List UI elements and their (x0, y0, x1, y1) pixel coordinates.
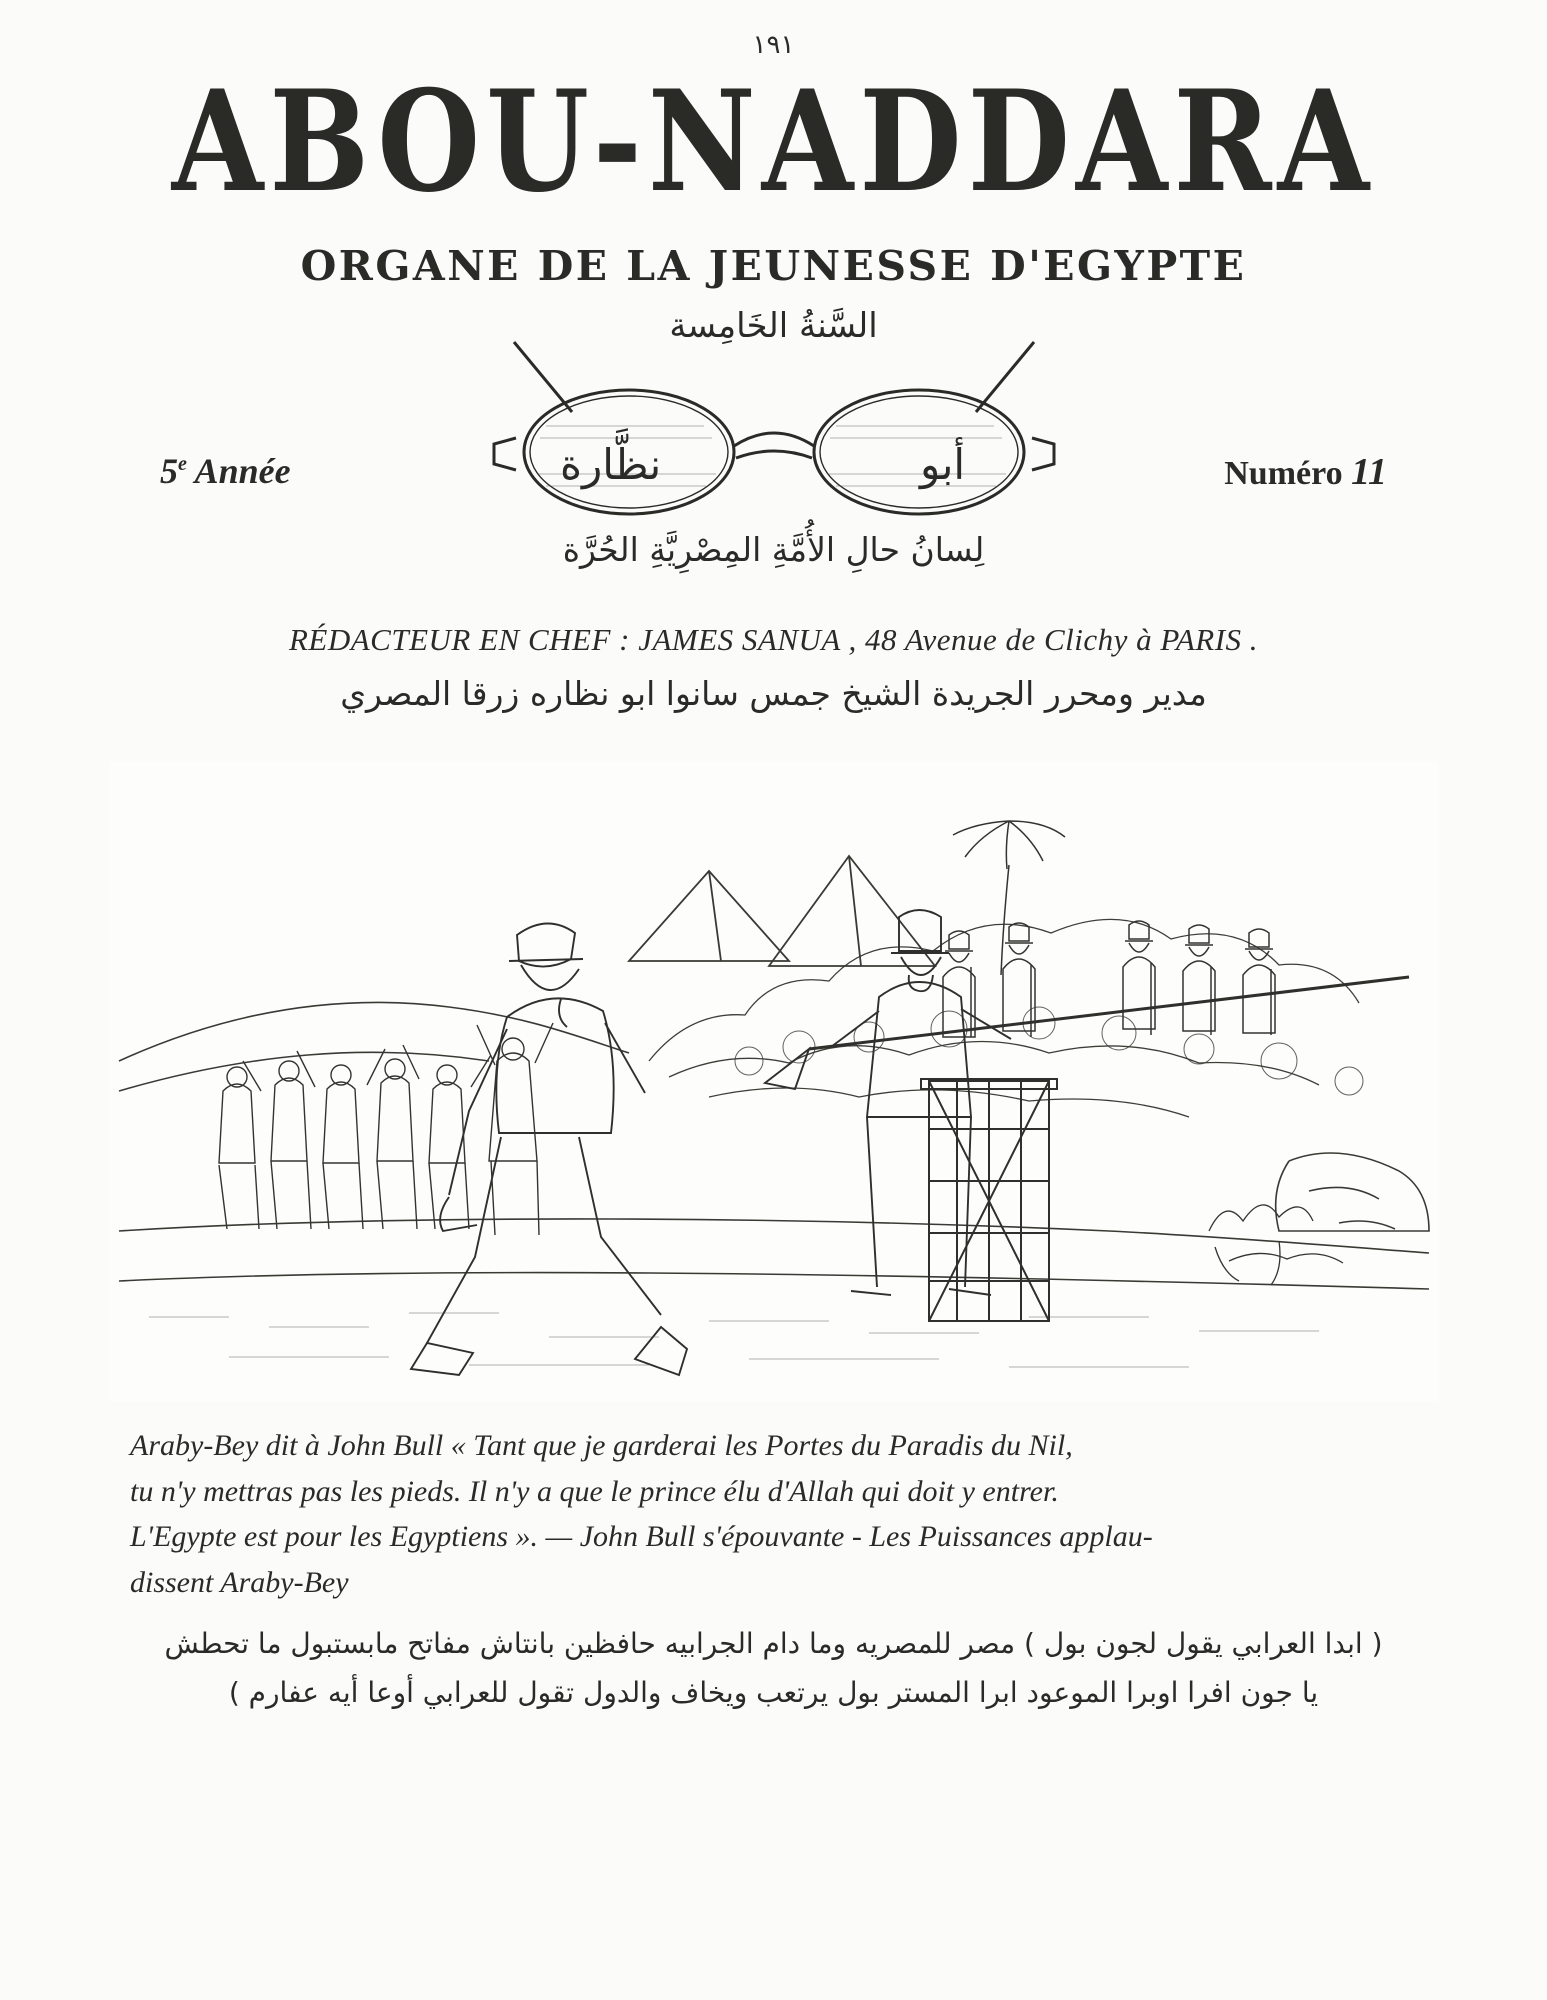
issue-word: Numéro (1224, 455, 1352, 492)
arabic-caption-line: ( ابدا العرابي يقول لجون بول ) مصر للمصريه وما دام الجرابيه حافظين بانتاش مفاتح مابستبول ما تحطش (164, 1627, 1383, 1661)
arabic-editor-line: مدير ومحرر الجريدة الشيخ جمس سانوا ابو نظاره زرقا المصري (340, 674, 1207, 713)
caption-french (130, 1423, 1417, 1605)
masthead-title: ABOU-NADDARA (171, 59, 1376, 224)
caption-line: dissent Araby-Bey (130, 1565, 349, 1599)
illustration-cartoon (109, 761, 1439, 1401)
issue-label (1224, 450, 1387, 494)
year-word: Année (186, 451, 291, 491)
caption-arabic (110, 1619, 1437, 1717)
page-folio-number: ١٩١ (752, 30, 795, 60)
caption-line: tu n'y mettras pas les pieds. Il n'y a que le prince élu d'Allah qui doit y entrer. (130, 1474, 1059, 1508)
arabic-lens-left-text: نظَّارة (560, 440, 662, 489)
spectacles-icon (454, 334, 1094, 544)
caption-line: L'Egypte est pour les Egyptiens ». — John Bull s'épouvante - Les Puissances applau- (130, 1520, 1153, 1554)
arabic-lens-right-text: أبو (920, 440, 966, 489)
arabic-caption-line: يا جون افرا اوبرا الموعود ابرا المستر بول يرتعب ويخاف والدول تقول للعرابي أوعا أيه عفارم ) (228, 1676, 1319, 1710)
masthead-subtitle: ORGANE DE LA JEUNESSE D'EGYPTE (300, 242, 1247, 290)
arabic-motto: لِسانُ حالِ الأُمَّةِ المِصْرِيَّةِ الحُرَّة (562, 530, 985, 569)
caption-line: Araby-Bey dit à John Bull « Tant que je garderai les Portes du Paradis du Nil, (130, 1429, 1073, 1462)
year-ordinal: e (178, 453, 187, 475)
spectacles-band (0, 300, 1547, 630)
editor-in-chief-line: RÉDACTEUR EN CHEF : JAMES SANUA , 48 Avenue de Clichy à PARIS . (288, 622, 1259, 657)
year-label (160, 450, 291, 492)
arabic-year-text: السَّنةُ الخَامِسة (669, 306, 878, 346)
year-number: 5 (160, 451, 178, 491)
issue-number: 11 (1351, 451, 1387, 493)
